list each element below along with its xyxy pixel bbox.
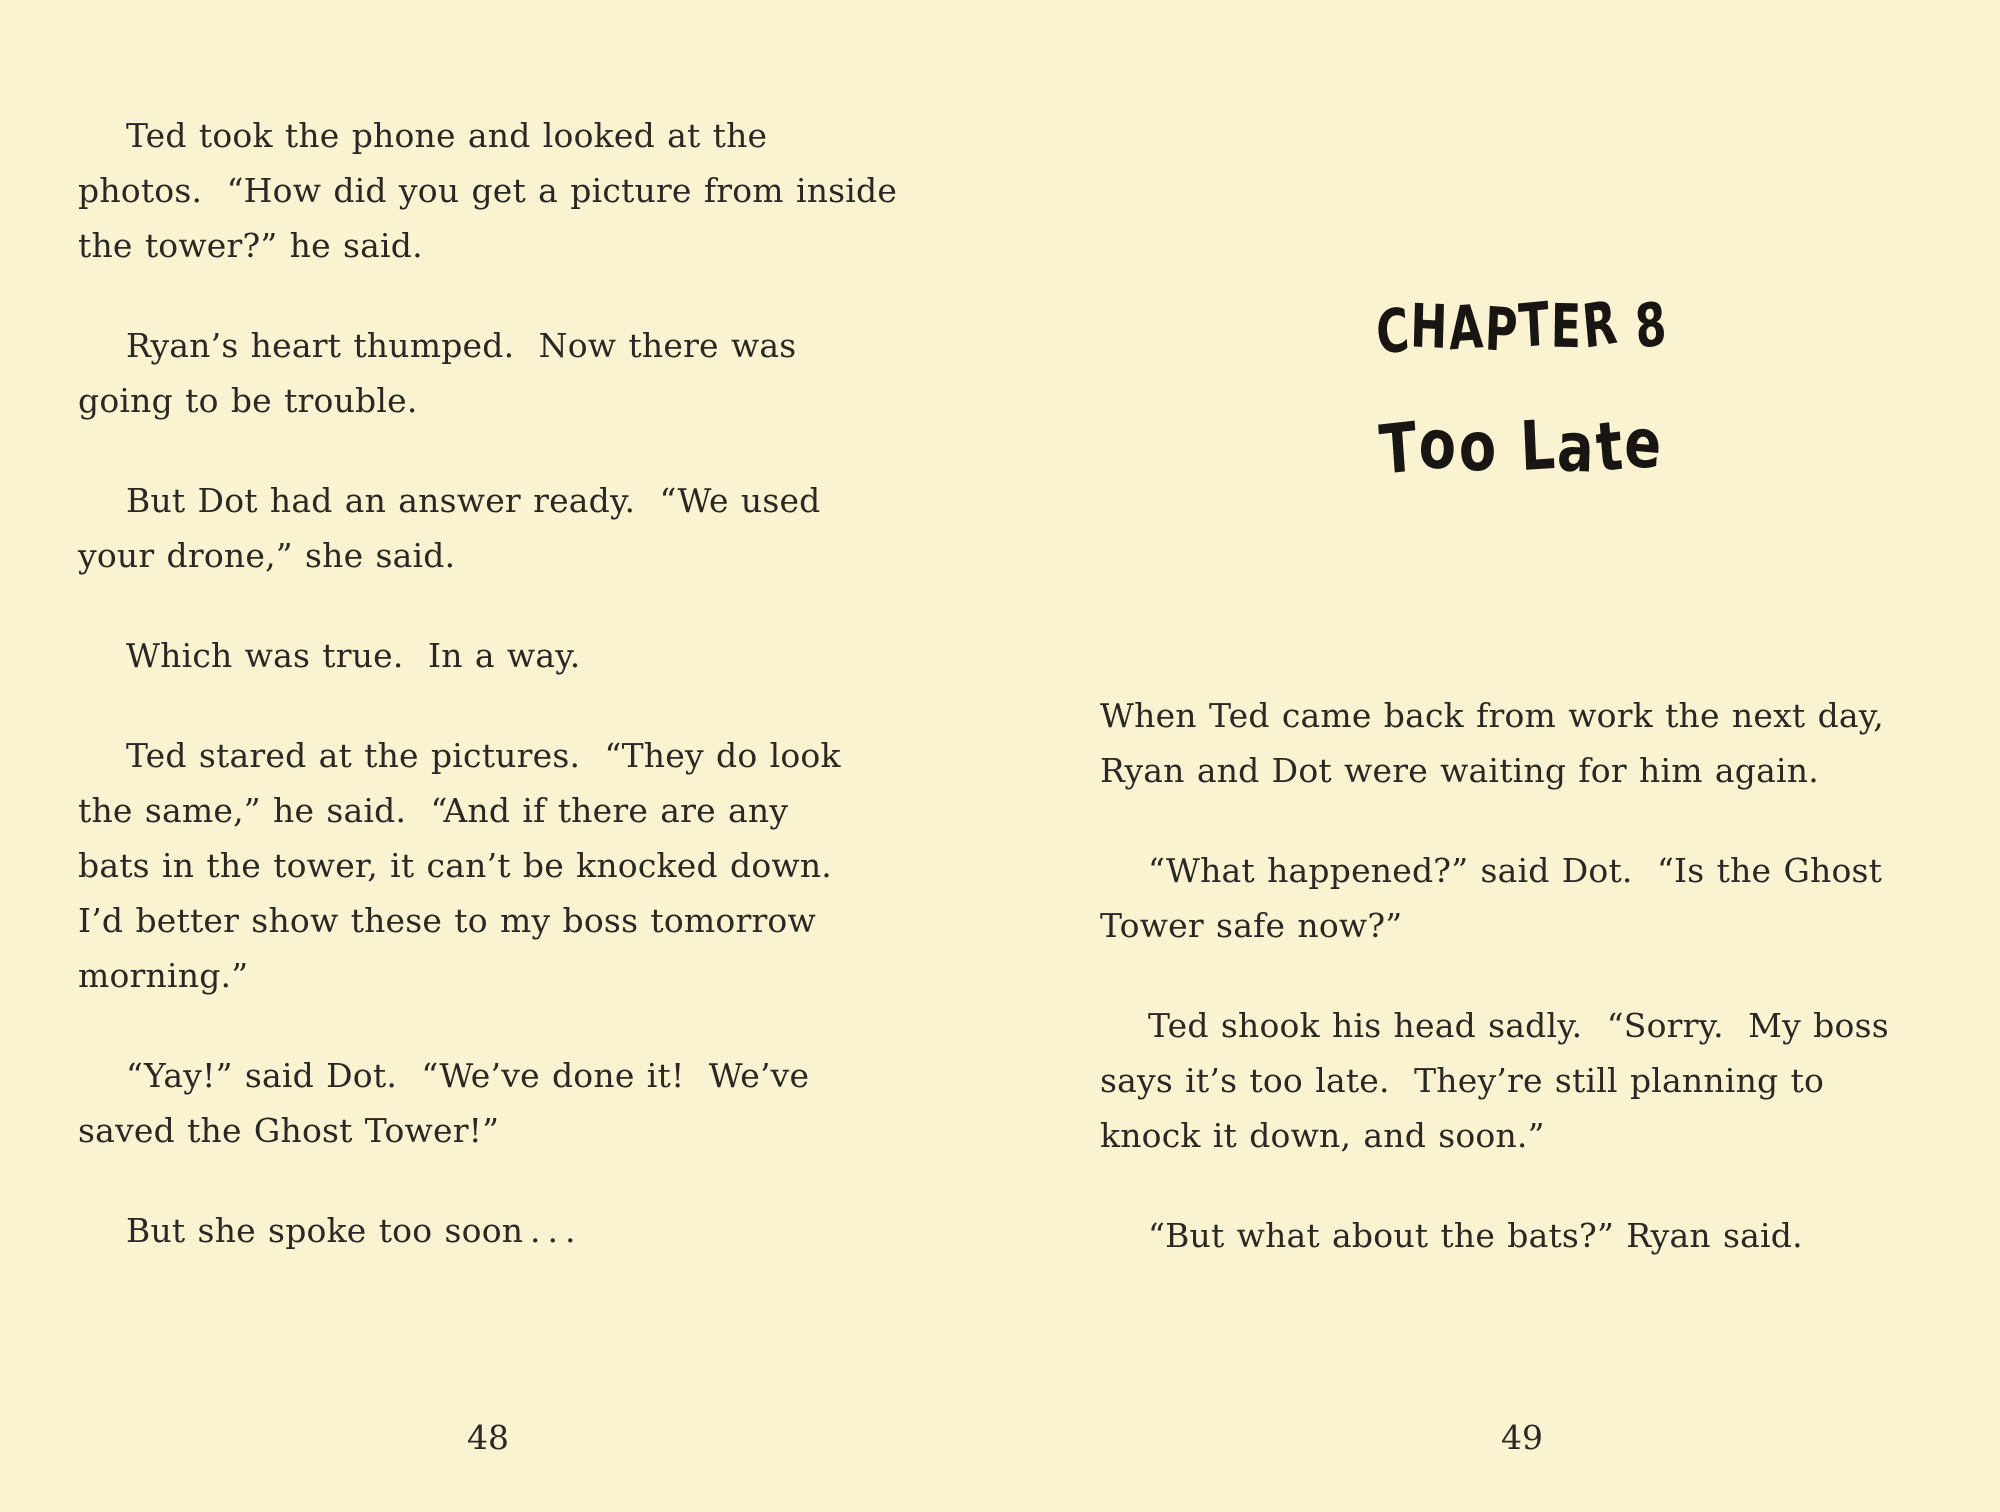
paragraph xyxy=(78,318,897,428)
text-line: But she spoke too soon . . . xyxy=(126,1211,576,1250)
text-line: But Dot had an answer ready. “We used xyxy=(126,481,821,520)
paragraph xyxy=(78,1048,897,1158)
text-line: When Ted came back from work the next day, xyxy=(1100,696,1884,735)
text-line: your drone,” she said. xyxy=(78,536,456,575)
chapter-number-text: CHAPTER 8 xyxy=(1373,287,1671,370)
paragraph xyxy=(1100,688,1889,798)
paragraph xyxy=(78,728,897,1003)
paragraph xyxy=(78,108,897,273)
paragraph xyxy=(1100,1208,1889,1263)
paragraph xyxy=(78,473,897,583)
text-line: Ted stared at the pictures. “They do look xyxy=(126,736,841,775)
text-line: I’d better show these to my boss tomorrow xyxy=(78,901,816,940)
right-text-column xyxy=(1100,688,1889,1263)
text-line: saved the Ghost Tower!” xyxy=(78,1111,500,1150)
paragraph xyxy=(78,1203,897,1258)
page-number: 49 xyxy=(1501,1418,1543,1457)
paragraph xyxy=(1100,843,1889,953)
text-line: Ted took the phone and looked at the xyxy=(126,116,768,155)
text-line: the same,” he said. “And if there are any xyxy=(78,791,789,830)
paragraph xyxy=(1100,998,1889,1163)
text-line: photos. “How did you get a picture from inside xyxy=(78,171,898,210)
text-line: “What happened?” said Dot. “Is the Ghost xyxy=(1148,851,1883,890)
text-line: Tower safe now?” xyxy=(1100,906,1403,945)
paragraph xyxy=(78,628,897,683)
chapter-title-text: Too Late xyxy=(1377,403,1667,491)
text-line: Which was true. In a way. xyxy=(126,636,581,675)
text-line: Ryan’s heart thumped. Now there was xyxy=(126,326,797,365)
text-line: the tower?” he said. xyxy=(78,226,423,265)
text-line: “But what about the bats?” Ryan said. xyxy=(1148,1216,1803,1255)
text-line: “Yay!” said Dot. “We’ve done it! We’ve xyxy=(126,1056,810,1095)
text-line: Ted shook his head sadly. “Sorry. My boss xyxy=(1148,1006,1889,1045)
text-line: says it’s too late. They’re still planning to xyxy=(1100,1061,1825,1100)
right-page xyxy=(1000,0,2000,1512)
text-line: bats in the tower, it can’t be knocked down. xyxy=(78,846,832,885)
left-text-column xyxy=(78,108,897,1258)
page-number: 48 xyxy=(467,1418,509,1457)
chapter-number-heading xyxy=(1022,287,2000,370)
chapter-title-heading xyxy=(1022,403,2000,491)
text-line: morning.” xyxy=(78,956,249,995)
text-line: going to be trouble. xyxy=(78,381,418,420)
text-line: Ryan and Dot were waiting for him again. xyxy=(1100,751,1819,790)
text-line: knock it down, and soon.” xyxy=(1100,1116,1545,1155)
